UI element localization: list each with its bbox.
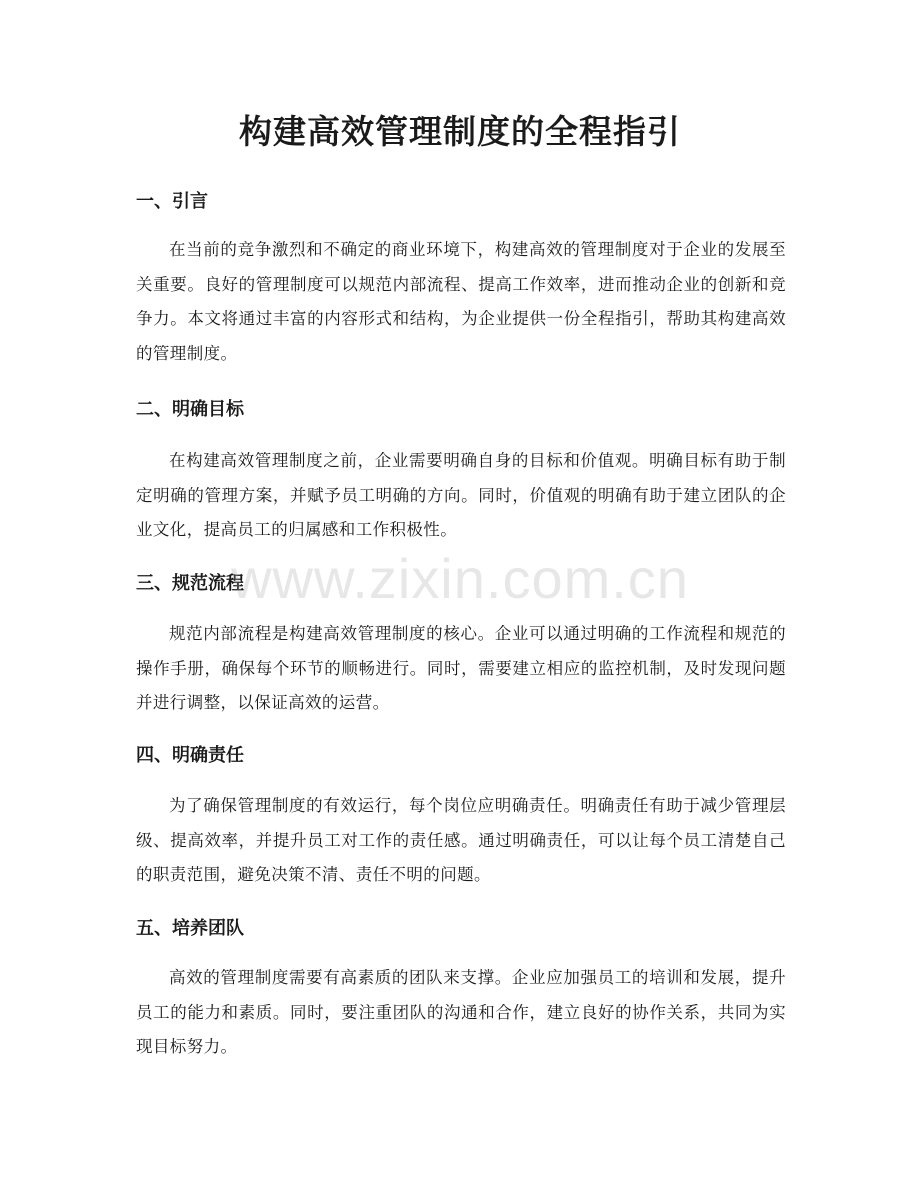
section-heading-goals: 二、明确目标 bbox=[136, 399, 244, 420]
section-paragraph-team: 高效的管理制度需要有高素质的团队来支撑。企业应加强员工的培训和发展，提升员工的能力和素质。同时，要注重团队的沟通和合作，建立良好的协作关系，共同为实现目标努力。 bbox=[136, 968, 786, 1056]
section-heading-intro: 一、引言 bbox=[136, 191, 208, 212]
section-paragraph-goals: 在构建高效管理制度之前，企业需要明确自身的目标和价值观。明确目标有助于制定明确的管理方案，并赋予员工明确的方向。同时，价值观的明确有助于建立团队的企业文化，提高员工的归属感和工作积极性。 bbox=[136, 451, 786, 539]
section-paragraph-responsibility: 为了确保管理制度的有效运行，每个岗位应明确责任。明确责任有助于减少管理层级、提高效率，并提升员工对工作的责任感。通过明确责任，可以让每个员工清楚自己的职责范围，避免决策不清、责任不明的问题。 bbox=[136, 796, 786, 884]
section-heading-process: 三、规范流程 bbox=[136, 573, 244, 594]
document-title: 构建高效管理制度的全程指引 bbox=[239, 112, 681, 151]
section-heading-team: 五、培养团队 bbox=[136, 918, 244, 939]
section-paragraph-intro: 在当前的竞争激烈和不确定的商业环境下，构建高效的管理制度对于企业的发展至关重要。良好的管理制度可以规范内部流程、提高工作效率，进而推动企业的创新和竞争力。本文将通过丰富的内容形式和结构，为企业提供一份全程指引，帮助其构建高效的管理制度。 bbox=[136, 240, 786, 363]
section-heading-responsibility: 四、明确责任 bbox=[136, 745, 244, 766]
section-paragraph-process: 规范内部流程是构建高效管理制度的核心。企业可以通过明确的工作流程和规范的操作手册，确保每个环节的顺畅进行。同时，需要建立相应的监控机制，及时发现问题并进行调整，以保证高效的运营。 bbox=[136, 624, 786, 712]
site-watermark: www.zixin.com.cn bbox=[231, 547, 689, 610]
